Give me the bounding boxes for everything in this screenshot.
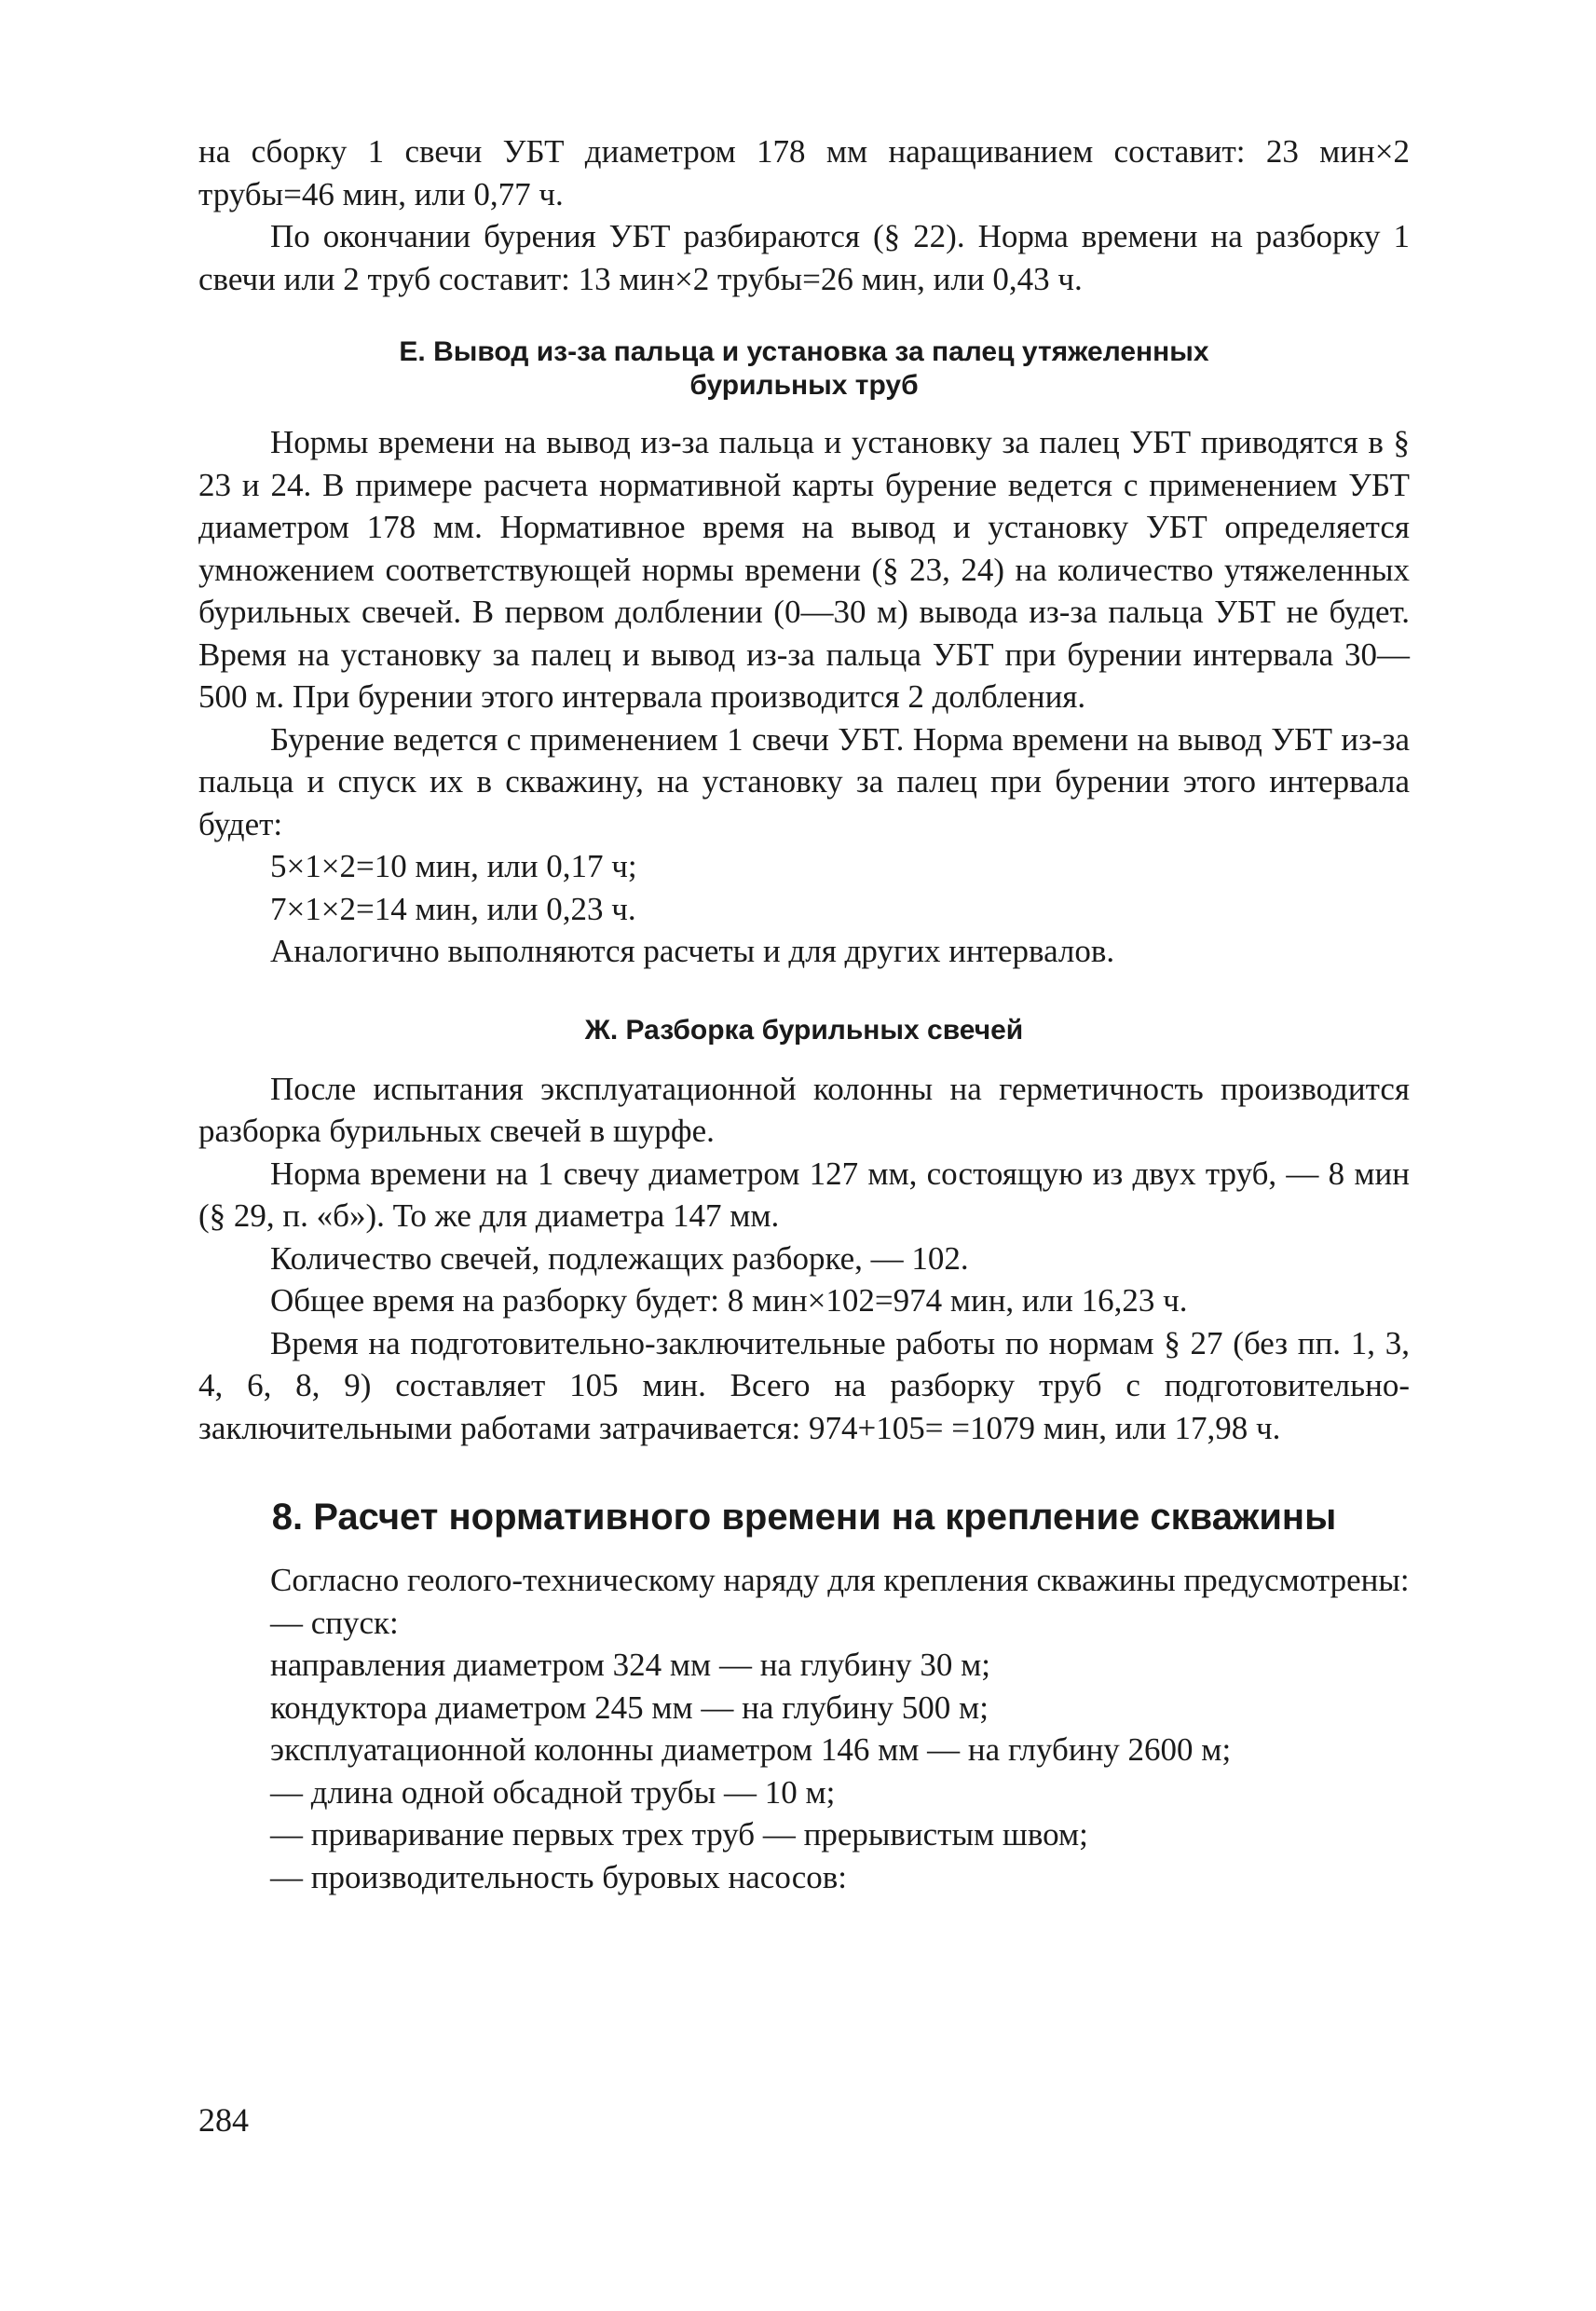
page-number: 284 bbox=[198, 2101, 249, 2139]
list-item: — производительность буровых насосов: bbox=[270, 1858, 847, 1895]
paragraph: Норма времени на 1 свечу диаметром 127 мм, состоящую из двух труб, — 8 мин (§ 29, п. «б»). То же для диаметра 147 мм. bbox=[198, 1155, 1410, 1234]
paragraph: После испытания эксплуатационной колонны на герметичность производится разборка бурильных свечей в шурфе. bbox=[198, 1070, 1410, 1149]
formula: 5×1×2=10 мин, или 0,17 ч; bbox=[270, 848, 637, 884]
paragraph: Общее время на разборку будет: 8 мин×102=974 мин, или 16,23 ч. bbox=[270, 1282, 1188, 1319]
section-title: 8. Расчет нормативного времени на крепление скважины bbox=[271, 1497, 1337, 1538]
paragraph: на сборку 1 свечи УБТ диаметром 178 мм наращиванием составит: 23 мин×2 трубы=46 мин, или 0,77 ч. bbox=[198, 133, 1410, 212]
paragraph: Количество свечей, подлежащих разборке, — 102. bbox=[270, 1239, 969, 1277]
paragraph: Согласно геолого-техническому наряду для крепления скважины предусмотрены: bbox=[270, 1562, 1410, 1598]
section-e-heading-line2: бурильных труб bbox=[689, 370, 919, 401]
list-item: — длина одной обсадной трубы — 10 м; bbox=[270, 1773, 836, 1811]
list-item: — спуск: bbox=[270, 1604, 399, 1641]
list-item: эксплуатационной колонны диаметром 146 мм — на глубину 2600 м; bbox=[270, 1731, 1232, 1768]
paragraph: Бурение ведется с применением 1 свечи УБТ. Норма времени на вывод УБТ из-за пальца и спуск их в скважину, на установку за палец при бурении этого интервала будет: bbox=[198, 720, 1410, 842]
paragraph: Нормы времени на вывод из-за пальца и установку за палец УБТ приводятся в § 23 и 24. В примере расчета нормативной карты бурение ведется с применением УБТ диаметром 178 мм. Нормативное время на вывод и установку УБТ определяется умножением соответствующей нормы времени (§ 23, 24) на количество утяжеленных бурильных свечей. В первом долблении (0—30 м) вывода из-за пальца УБТ не будет. Время на установку за палец и вывод из-за пальца УБТ при бурении интервала 30—500 м. При бурении этого интервала производится 2 долбления. bbox=[198, 424, 1410, 715]
section-zh-heading: Ж. Разборка бурильных свечей bbox=[584, 1014, 1024, 1046]
list-item: направления диаметром 324 мм — на глубину 30 м; bbox=[270, 1647, 990, 1683]
list-item: кондуктора диаметром 245 мм — на глубину 500 м; bbox=[270, 1689, 989, 1726]
list-item: — приваривание первых трех труб — прерывистым швом; bbox=[270, 1816, 1088, 1853]
paragraph: Аналогично выполняются расчеты и для других интервалов. bbox=[270, 933, 1115, 969]
paragraph: Время на подготовительно-заключительные работы по нормам § 27 (без пп. 1, 3, 4, 6, 8, 9) составляет 105 мин. Всего на разборку труб с подготовительно-заключительными работами затрачивается: 974+105= =1079 мин, или 17,98 ч. bbox=[198, 1324, 1410, 1446]
paragraph: По окончании бурения УБТ разбираются (§ 22). Норма времени на разборку 1 свечи или 2 труб составит: 13 мин×2 трубы=26 мин, или 0,43 ч. bbox=[198, 218, 1410, 297]
section-e-heading: Е. Вывод из-за пальца и установка за палец утяжеленных bbox=[399, 336, 1209, 367]
formula: 7×1×2=14 мин, или 0,23 ч. bbox=[270, 890, 636, 927]
page-body bbox=[198, 130, 1410, 1898]
